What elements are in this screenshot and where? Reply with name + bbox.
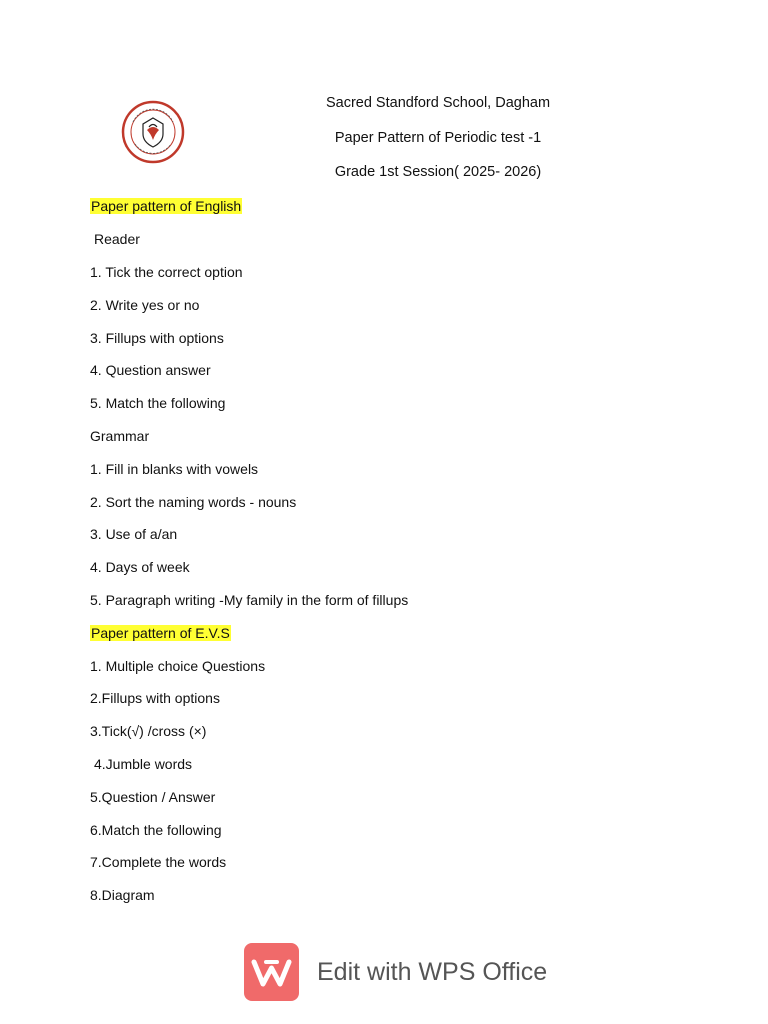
- wps-w-glyph: [244, 943, 299, 1001]
- school-crest-icon: [121, 100, 185, 164]
- list-item: 7.Complete the words: [90, 854, 227, 870]
- english-heading-text: Paper pattern of English: [91, 198, 242, 214]
- paper-title: Paper Pattern of Periodic test -1: [334, 130, 542, 146]
- list-item: 1. Fill in blanks with vowels: [90, 461, 259, 477]
- list-item: 1. Tick the correct option: [90, 264, 243, 280]
- list-item: 2.Fillups with options: [90, 690, 220, 706]
- list-item: 2. Write yes or no: [90, 297, 200, 313]
- list-item: 3.Tick(√) /cross (×): [90, 723, 207, 739]
- list-item: 2. Sort the naming words - nouns: [90, 494, 297, 510]
- list-item: 8.Diagram: [90, 887, 155, 903]
- edit-with-wps-button[interactable]: [244, 943, 564, 1001]
- evs-heading: [90, 624, 231, 642]
- list-item: 5. Match the following: [90, 395, 226, 411]
- reader-heading: Reader: [94, 231, 140, 247]
- wps-office-icon: [244, 943, 299, 1001]
- list-item: 1. Multiple choice Questions: [90, 658, 266, 674]
- list-item: 4. Question answer: [90, 362, 211, 378]
- list-item: 5. Paragraph writing -My family in the form of fillups: [90, 592, 409, 608]
- evs-heading-text: Paper pattern of E.V.S: [91, 625, 230, 641]
- english-heading: [90, 197, 242, 215]
- grammar-heading: Grammar: [90, 428, 150, 444]
- school-name: Sacred Standford School, Dagham: [325, 95, 551, 111]
- list-item: 3. Fillups with options: [90, 330, 224, 346]
- list-item: 4. Days of week: [90, 559, 190, 575]
- grade-session: Grade 1st Session( 2025- 2026): [334, 164, 542, 180]
- list-item: 6.Match the following: [90, 822, 222, 838]
- edit-with-wps-label[interactable]: Edit with WPS Office: [317, 958, 548, 986]
- list-item: 4.Jumble words: [94, 756, 193, 772]
- list-item: 5.Question / Answer: [90, 789, 216, 805]
- list-item: 3. Use of a/an: [90, 526, 178, 542]
